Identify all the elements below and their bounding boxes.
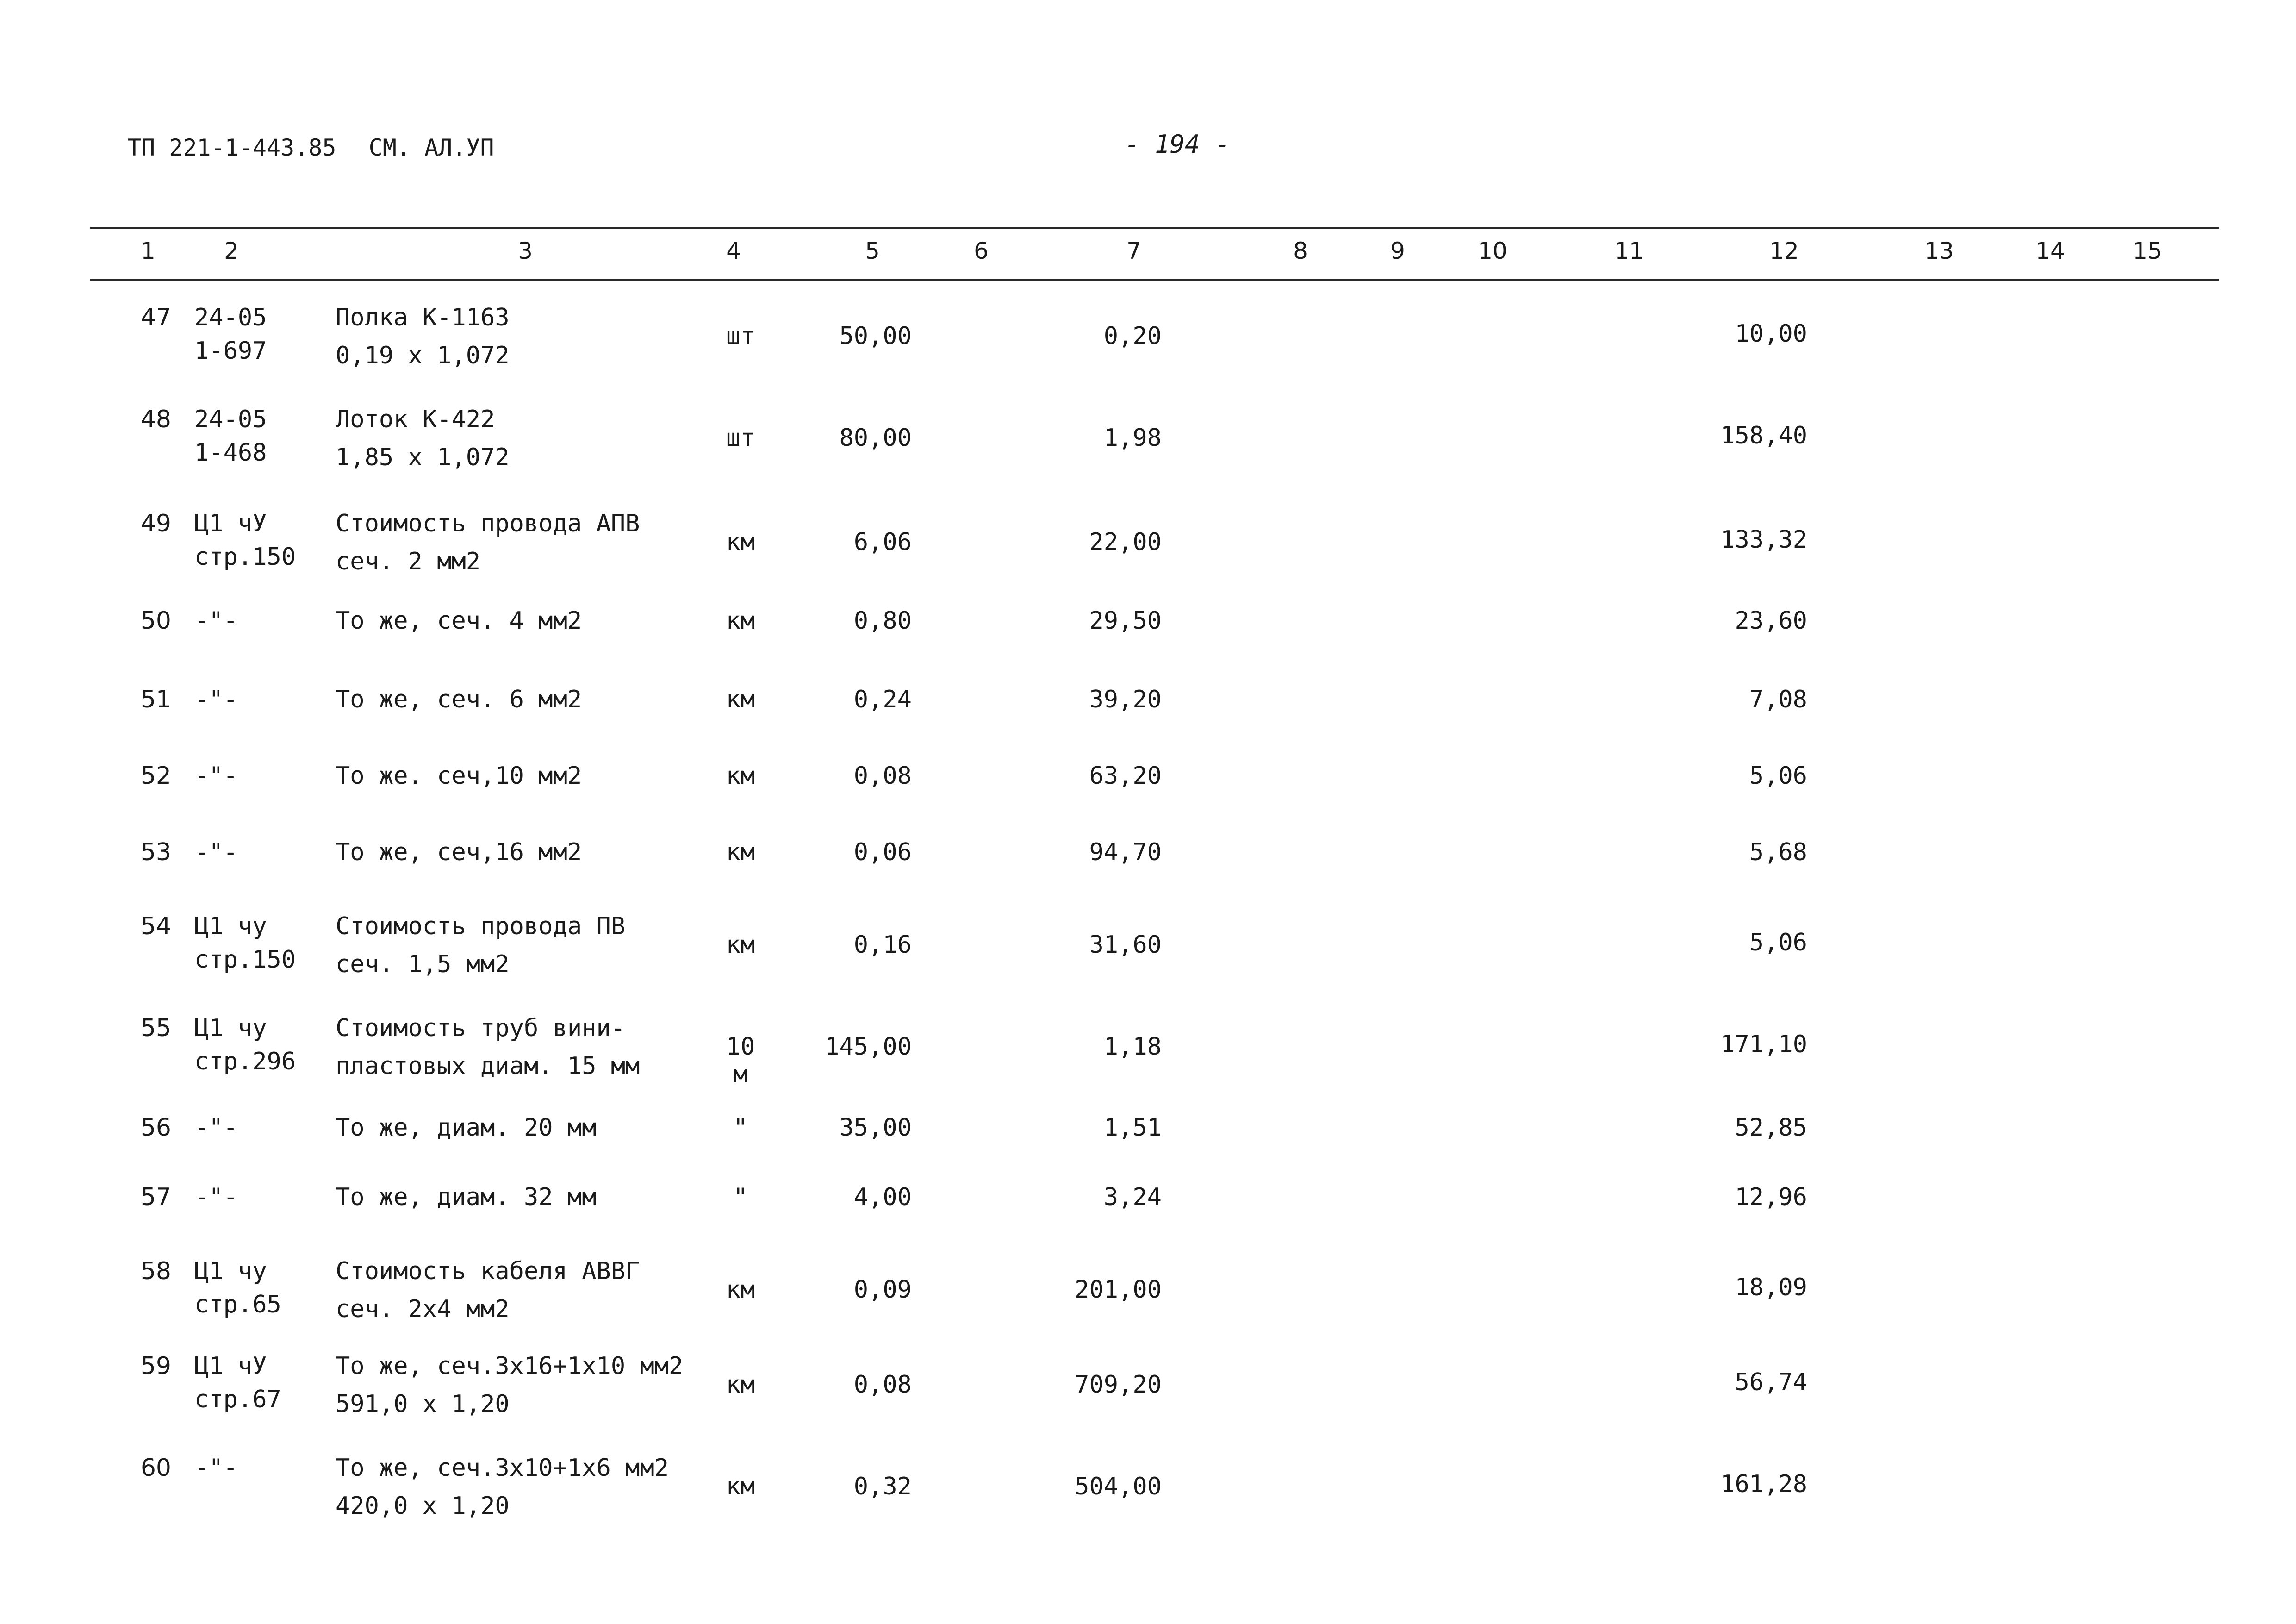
quantity: 0,16 bbox=[853, 931, 912, 959]
total-cost: 158,40 bbox=[1720, 422, 1807, 450]
unit-price: 1,98 bbox=[1103, 424, 1162, 452]
row-number: 49 bbox=[140, 510, 171, 537]
reference-code: 1-468 bbox=[194, 439, 267, 467]
row-number: 48 bbox=[140, 406, 171, 433]
unit: м bbox=[733, 1061, 748, 1088]
row-number: 53 bbox=[140, 838, 171, 866]
unit-price: 22,00 bbox=[1089, 528, 1162, 556]
quantity: 0,08 bbox=[853, 1371, 912, 1399]
quantity: 0,80 bbox=[853, 607, 912, 635]
unit-price: 201,00 bbox=[1075, 1276, 1162, 1304]
quantity: 0,09 bbox=[853, 1276, 912, 1304]
page-number: - 194 - bbox=[1125, 130, 1230, 159]
unit: " bbox=[733, 1183, 748, 1211]
reference-code: -"- bbox=[194, 607, 238, 635]
item-description: То же, сеч.3х16+1х10 мм2 bbox=[336, 1352, 684, 1380]
item-description: 1,85 х 1,072 bbox=[336, 443, 510, 471]
row-number: 54 bbox=[140, 912, 171, 940]
total-cost: 18,09 bbox=[1735, 1274, 1807, 1301]
item-description: Стоимость провода АПВ bbox=[336, 510, 640, 537]
item-description: Стоимость провода ПВ bbox=[336, 912, 626, 940]
total-cost: 23,60 bbox=[1735, 607, 1807, 635]
item-description: пластовых диам. 15 мм bbox=[336, 1052, 640, 1080]
reference-code: 24-05 bbox=[194, 406, 267, 433]
reference-code: Ц1 чу bbox=[194, 1257, 267, 1285]
item-description: 591,0 х 1,20 bbox=[336, 1390, 510, 1418]
unit-price: 1,51 bbox=[1103, 1114, 1162, 1142]
item-description: Лоток К-422 bbox=[336, 406, 495, 433]
row-number: 57 bbox=[140, 1183, 171, 1211]
total-cost: 161,28 bbox=[1720, 1470, 1807, 1498]
column-number: 11 bbox=[1614, 237, 1644, 264]
unit: км bbox=[726, 1276, 755, 1304]
unit: км bbox=[726, 1473, 755, 1500]
total-cost: 133,32 bbox=[1720, 526, 1807, 554]
quantity: 0,08 bbox=[853, 762, 912, 790]
item-description: То же, сеч,16 мм2 bbox=[336, 838, 582, 866]
unit-price: 709,20 bbox=[1075, 1371, 1162, 1399]
unit: шт bbox=[726, 322, 755, 350]
unit-price: 29,50 bbox=[1089, 607, 1162, 635]
reference-code: -"- bbox=[194, 1114, 238, 1142]
unit: км bbox=[726, 838, 755, 866]
quantity: 80,00 bbox=[839, 424, 912, 452]
row-number: 50 bbox=[140, 607, 171, 635]
item-description: То же, диам. 20 мм bbox=[336, 1114, 597, 1142]
item-description: То же. сеч,10 мм2 bbox=[336, 762, 582, 790]
item-description: То же, диам. 32 мм bbox=[336, 1183, 597, 1211]
unit: км bbox=[726, 1371, 755, 1399]
reference-code: -"- bbox=[194, 686, 238, 713]
reference-code: стр.65 bbox=[194, 1291, 281, 1318]
total-cost: 12,96 bbox=[1735, 1183, 1807, 1211]
unit: км bbox=[726, 931, 755, 959]
reference-code: стр.296 bbox=[194, 1048, 296, 1075]
reference-code: стр.150 bbox=[194, 946, 296, 974]
unit: км bbox=[726, 607, 755, 635]
unit-price: 1,18 bbox=[1103, 1033, 1162, 1061]
item-description: То же, сеч.3х10+1х6 мм2 bbox=[336, 1454, 669, 1482]
reference-code: 24-05 bbox=[194, 304, 267, 331]
item-description: сеч. 1,5 мм2 bbox=[336, 950, 510, 978]
reference-code: стр.67 bbox=[194, 1386, 281, 1413]
item-description: 0,19 х 1,072 bbox=[336, 342, 510, 369]
column-number: 12 bbox=[1769, 237, 1799, 264]
column-number: 4 bbox=[726, 237, 741, 264]
reference-code: -"- bbox=[194, 762, 238, 790]
column-number: 10 bbox=[1478, 237, 1507, 264]
unit-price: 39,20 bbox=[1089, 686, 1162, 713]
quantity: 145,00 bbox=[825, 1033, 912, 1061]
unit: км bbox=[726, 528, 755, 556]
row-number: 56 bbox=[140, 1114, 171, 1142]
item-description: 420,0 х 1,20 bbox=[336, 1492, 510, 1520]
column-number: 15 bbox=[2133, 237, 2162, 264]
unit-price: 31,60 bbox=[1089, 931, 1162, 959]
unit-price: 63,20 bbox=[1089, 762, 1162, 790]
item-description: Стоимость кабеля АВВГ bbox=[336, 1257, 640, 1285]
unit-price: 3,24 bbox=[1103, 1183, 1162, 1211]
reference-code: -"- bbox=[194, 1454, 238, 1482]
item-description: сеч. 2х4 мм2 bbox=[336, 1295, 510, 1323]
column-number: 8 bbox=[1293, 237, 1308, 264]
column-number: 14 bbox=[2035, 237, 2065, 264]
unit: шт bbox=[726, 424, 755, 452]
item-description: То же, сеч. 6 мм2 bbox=[336, 686, 582, 713]
item-description: Стоимость труб вини- bbox=[336, 1014, 626, 1042]
item-description: сеч. 2 мм2 bbox=[336, 548, 481, 575]
quantity: 4,00 bbox=[853, 1183, 912, 1211]
total-cost: 56,74 bbox=[1735, 1368, 1807, 1396]
row-number: 59 bbox=[140, 1352, 171, 1380]
reference-code: -"- bbox=[194, 838, 238, 866]
quantity: 0,24 bbox=[853, 686, 912, 713]
section-label: СМ. АЛ.УП bbox=[368, 134, 494, 161]
quantity: 50,00 bbox=[839, 322, 912, 350]
column-number: 13 bbox=[1924, 237, 1954, 264]
item-description: То же, сеч. 4 мм2 bbox=[336, 607, 582, 635]
quantity: 35,00 bbox=[839, 1114, 912, 1142]
reference-code: -"- bbox=[194, 1183, 238, 1211]
row-number: 60 bbox=[140, 1454, 171, 1482]
document-code: ТП 221-1-443.85 bbox=[127, 134, 336, 161]
reference-code: стр.150 bbox=[194, 543, 296, 571]
unit: км bbox=[726, 762, 755, 790]
unit-price: 0,20 bbox=[1103, 322, 1162, 350]
total-cost: 5,06 bbox=[1749, 762, 1807, 790]
reference-code: Ц1 чУ bbox=[194, 1352, 267, 1380]
row-number: 58 bbox=[140, 1257, 171, 1285]
reference-code: Ц1 чу bbox=[194, 912, 267, 940]
row-number: 55 bbox=[140, 1014, 171, 1042]
column-number: 2 bbox=[224, 237, 239, 264]
reference-code: Ц1 чу bbox=[194, 1014, 267, 1042]
total-cost: 5,68 bbox=[1749, 838, 1807, 866]
unit: км bbox=[726, 686, 755, 713]
quantity: 6,06 bbox=[853, 528, 912, 556]
row-number: 52 bbox=[140, 762, 171, 790]
reference-code: Ц1 чУ bbox=[194, 510, 267, 537]
total-cost: 10,00 bbox=[1735, 320, 1807, 348]
column-number: 6 bbox=[974, 237, 989, 264]
unit-price: 94,70 bbox=[1089, 838, 1162, 866]
unit: " bbox=[733, 1114, 748, 1142]
total-cost: 5,06 bbox=[1749, 929, 1807, 956]
row-number: 47 bbox=[140, 304, 171, 331]
total-cost: 52,85 bbox=[1735, 1114, 1807, 1142]
item-description: Полка К-1163 bbox=[336, 304, 510, 331]
quantity: 0,06 bbox=[853, 838, 912, 866]
unit: 10 bbox=[726, 1033, 755, 1061]
column-number: 3 bbox=[518, 237, 533, 264]
total-cost: 171,10 bbox=[1720, 1031, 1807, 1058]
column-number: 9 bbox=[1390, 237, 1405, 264]
column-number: 7 bbox=[1126, 237, 1141, 264]
column-number: 5 bbox=[865, 237, 880, 264]
column-number: 1 bbox=[141, 237, 156, 264]
unit-price: 504,00 bbox=[1075, 1473, 1162, 1500]
total-cost: 7,08 bbox=[1749, 686, 1807, 713]
row-number: 51 bbox=[140, 686, 171, 713]
reference-code: 1-697 bbox=[194, 337, 267, 365]
quantity: 0,32 bbox=[853, 1473, 912, 1500]
